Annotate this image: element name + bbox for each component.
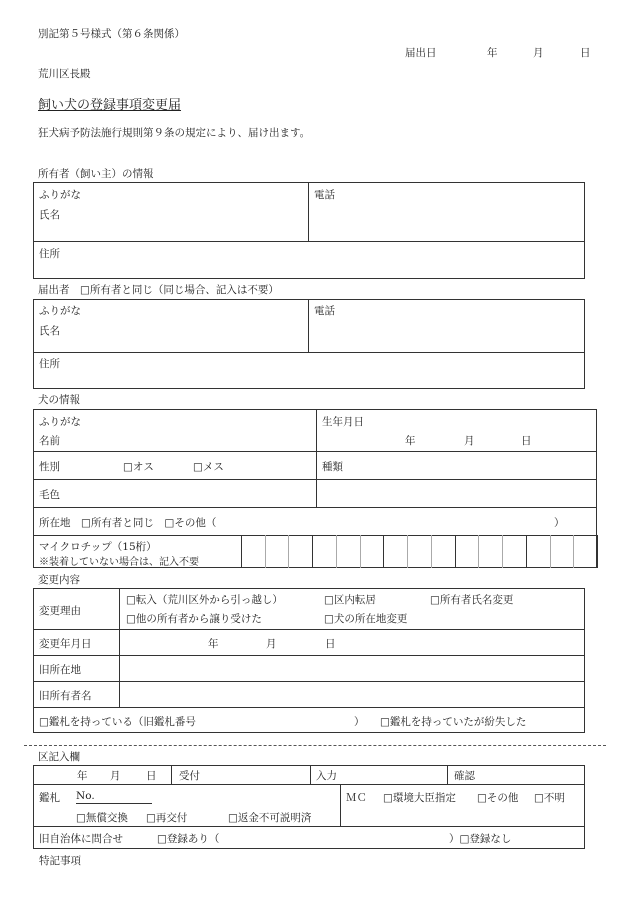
not-registered-checkbox[interactable]: ）□登録なし xyxy=(449,833,512,845)
dog-male-checkbox[interactable]: □オス xyxy=(123,461,154,473)
owner-phone-label: 電話 xyxy=(314,189,335,201)
microchip-cell-divider xyxy=(360,535,361,568)
microchip-cell-divider xyxy=(336,535,337,568)
dog-breed-label: 種類 xyxy=(322,461,343,473)
reissue-checkbox[interactable]: □再交付 xyxy=(146,812,188,824)
tag-no-underline xyxy=(76,803,152,804)
ward-month: 月 xyxy=(110,770,121,782)
dog-furigana-label: ふりがな xyxy=(39,416,81,428)
tag-lost-checkbox[interactable]: □鑑札を持っていたが紛失した xyxy=(380,716,527,728)
notifier-table xyxy=(33,299,585,389)
notifier-furigana-label: ふりがな xyxy=(39,305,81,317)
dog-female-checkbox[interactable]: □メス xyxy=(193,461,224,473)
microchip-note: ※装着していない場合は、記入不要 xyxy=(39,557,199,568)
dog-section-title: 犬の情報 xyxy=(38,394,80,406)
microchip-cell-divider xyxy=(550,535,551,568)
free-exchange-checkbox[interactable]: □無償交換 xyxy=(76,812,128,824)
ward-confirm-label: 確認 xyxy=(454,770,475,782)
reason-relocation-checkbox[interactable]: □区内転居 xyxy=(324,594,376,606)
tag-have-close: ） xyxy=(354,716,365,728)
microchip-cell-divider xyxy=(383,535,384,568)
change-table xyxy=(33,588,585,733)
dog-birthdate-label: 生年月日 xyxy=(322,416,364,428)
owner-furigana-label: ふりがな xyxy=(39,189,81,201)
mc-env-checkbox[interactable]: □環境大臣指定 xyxy=(383,792,456,804)
no-refund-checkbox[interactable]: □返金不可説明済 xyxy=(228,812,312,824)
owner-section-title: 所有者（飼い主）の情報 xyxy=(38,168,154,180)
mc-other-checkbox[interactable]: □その他 xyxy=(477,792,519,804)
ward-section-title: 区記入欄 xyxy=(38,751,80,763)
tag-have-checkbox[interactable]: □鑑札を持っている（旧鑑札番号 xyxy=(39,716,196,728)
change-section-title: 変更内容 xyxy=(38,574,80,586)
dog-coat-color-label: 毛色 xyxy=(39,489,60,501)
ward-year: 年 xyxy=(77,770,88,782)
ward-day: 日 xyxy=(146,770,157,782)
change-date-label: 変更年月日 xyxy=(39,638,92,650)
change-date-year: 年 xyxy=(208,638,219,650)
dog-name-label: 名前 xyxy=(39,435,60,447)
date-day: 日 xyxy=(580,47,591,59)
mc-unknown-checkbox[interactable]: □不明 xyxy=(534,792,565,804)
date-year: 年 xyxy=(487,47,498,59)
microchip-cell-divider xyxy=(455,535,456,568)
microchip-cell-divider xyxy=(502,535,503,568)
owner-table xyxy=(33,182,585,279)
microchip-label: マイクロチップ（15桁） xyxy=(39,541,157,553)
reason-owner-name-checkbox[interactable]: □所有者氏名変更 xyxy=(430,594,514,606)
ward-receipt-label: 受付 xyxy=(179,770,200,782)
microchip-cell-divider xyxy=(597,535,598,568)
prev-inquiry-label: 旧自治体に問合せ xyxy=(39,833,123,845)
microchip-cell-divider xyxy=(265,535,266,568)
microchip-cell-divider xyxy=(478,535,479,568)
notifier-name-label: 氏名 xyxy=(39,325,60,337)
change-date-month: 月 xyxy=(266,638,277,650)
reason-moved-in-checkbox[interactable]: □転入（荒川区外から引っ越し） xyxy=(126,594,283,606)
reason-dog-location-checkbox[interactable]: □犬の所在地変更 xyxy=(324,613,408,625)
ward-tag-no: No. xyxy=(76,790,95,802)
owner-address-label: 住所 xyxy=(39,248,60,260)
notifier-phone-label: 電話 xyxy=(314,305,335,317)
ward-input-label: 入力 xyxy=(316,770,337,782)
microchip-cell-divider xyxy=(407,535,408,568)
microchip-cell-divider xyxy=(288,535,289,568)
page-title: 飼い犬の登録事項変更届 xyxy=(38,98,182,113)
date-month: 月 xyxy=(533,47,544,59)
ward-tag-label: 鑑札 xyxy=(39,792,60,804)
dog-sex-label: 性別 xyxy=(39,461,60,473)
microchip-cell-divider xyxy=(241,535,242,568)
remarks-label: 特記事項 xyxy=(39,855,81,867)
microchip-cell-divider xyxy=(526,535,527,568)
old-owner-label: 旧所有者名 xyxy=(39,690,92,702)
notifier-address-label: 住所 xyxy=(39,358,60,370)
dog-birth-year: 年 xyxy=(405,435,416,447)
registered-checkbox[interactable]: □登録あり（ xyxy=(157,833,220,845)
owner-name-label: 氏名 xyxy=(39,209,60,221)
addressee: 荒川区長殿 xyxy=(38,68,91,80)
microchip-cell-divider xyxy=(312,535,313,568)
statement: 狂犬病予防法施行規則第９条の規定により、届け出ます。 xyxy=(38,127,311,139)
mc-label: ＭＣ xyxy=(346,792,367,804)
microchip-cell-divider xyxy=(573,535,574,568)
change-date-day: 日 xyxy=(325,638,336,650)
dog-birth-month: 月 xyxy=(464,435,475,447)
form-number: 別記第５号様式（第６条関係） xyxy=(38,28,185,40)
dog-location-label: 所在地 □所有者と同じ □その他（ xyxy=(39,517,217,529)
date-label: 届出日 xyxy=(405,47,437,59)
microchip-cell-divider xyxy=(431,535,432,568)
old-location-label: 旧所在地 xyxy=(39,664,81,676)
change-reason-label: 変更理由 xyxy=(39,605,81,617)
reason-transfer-checkbox[interactable]: □他の所有者から譲り受けた xyxy=(126,613,262,625)
dog-birth-day: 日 xyxy=(521,435,532,447)
notifier-section-title: 届出者 □所有者と同じ（同じ場合、記入は不要） xyxy=(38,284,279,296)
cut-line xyxy=(24,745,606,746)
dog-location-close: ） xyxy=(554,517,565,529)
